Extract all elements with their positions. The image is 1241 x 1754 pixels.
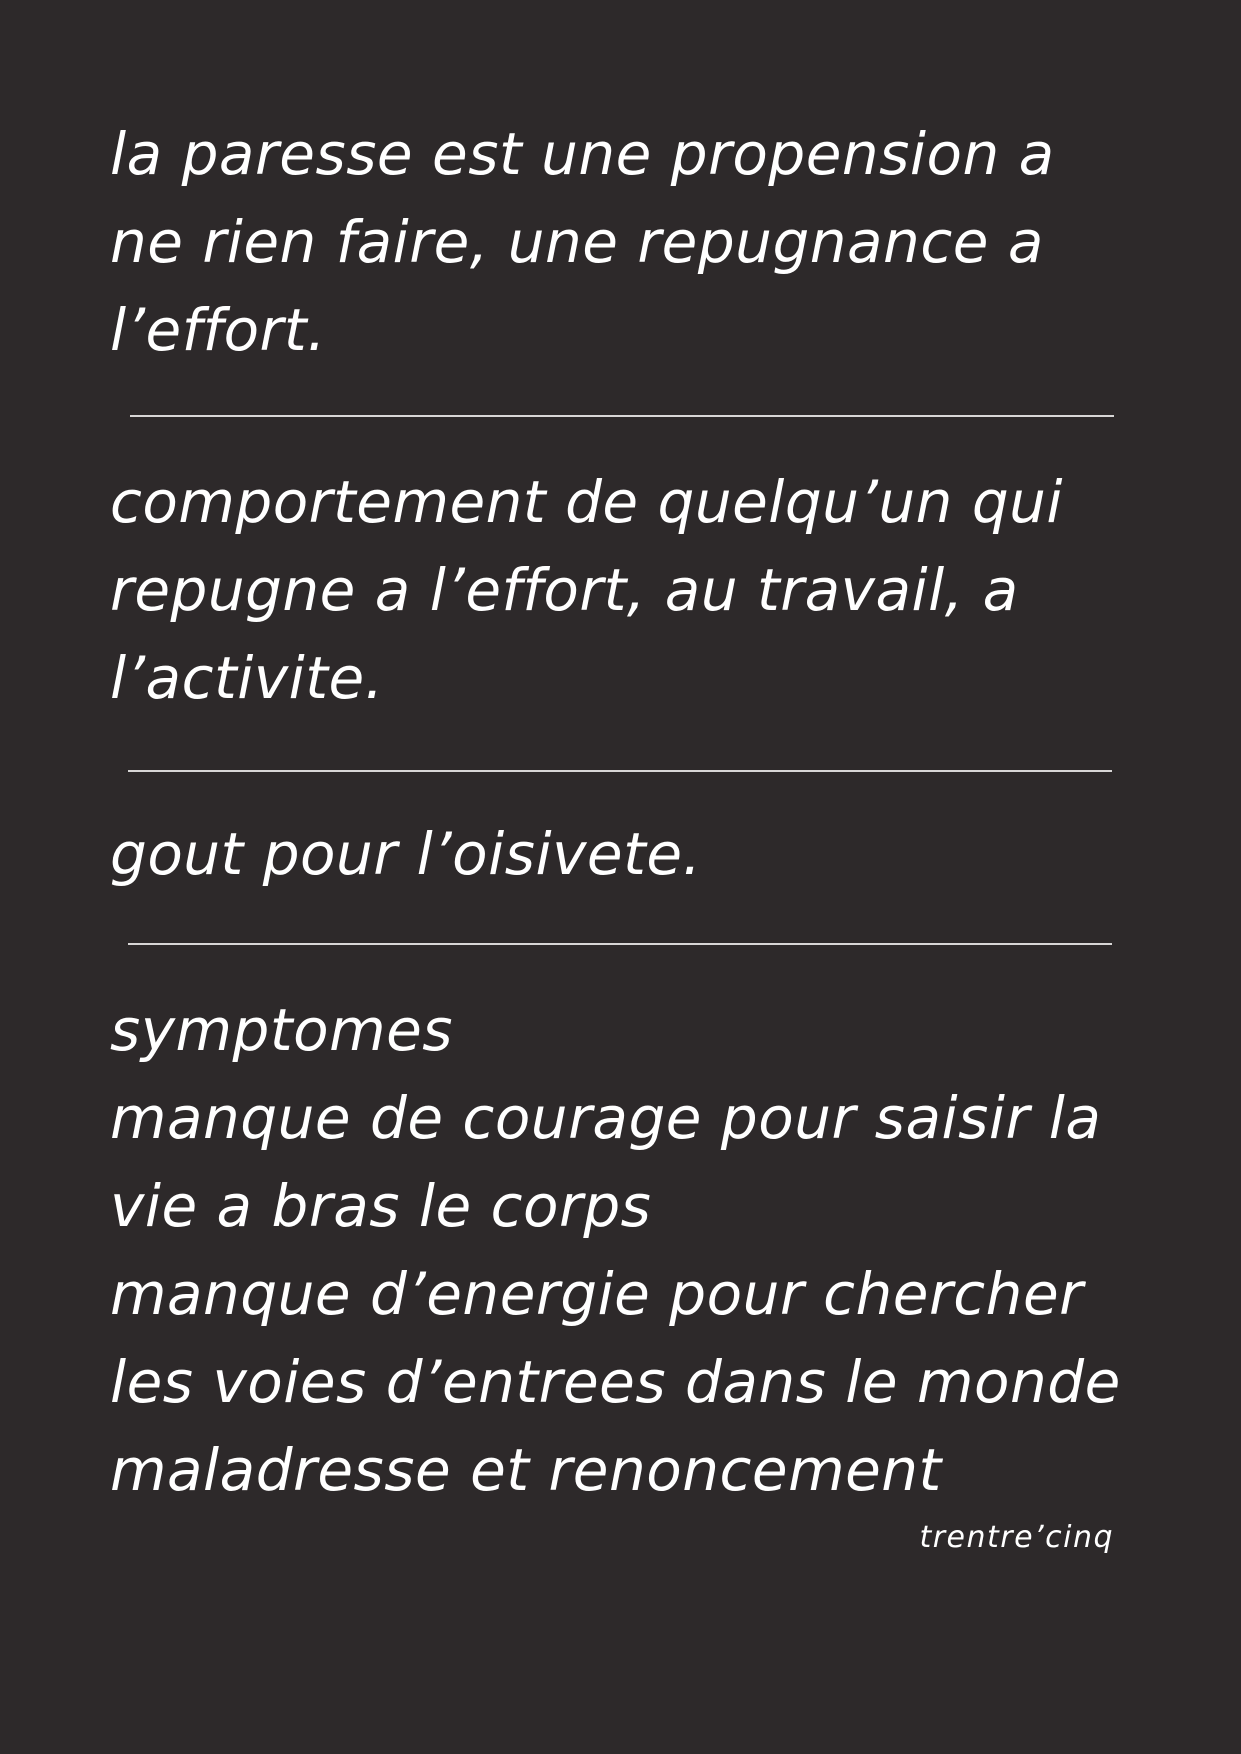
text-line: repugne a l’effort, au travail, a [110,556,1019,624]
symptoms-paragraph [110,986,1121,1514]
definition-paragraph-1 [110,110,1055,374]
text-line: manque de courage pour saisir la [110,1084,1102,1152]
definition-paragraph-3 [110,810,701,898]
definition-paragraph-2 [110,458,1063,722]
symptoms-heading: symptomes [110,996,453,1064]
text-line: vie a bras le corps [110,1172,652,1240]
divider-line-3 [128,943,1112,945]
text-line: l’activite. [110,644,384,712]
text-line: maladresse et renoncement [110,1436,942,1504]
text-line: les voies d’entrees dans le monde [110,1348,1121,1416]
text-line: la paresse est une propension a [110,120,1055,188]
text-line: gout pour l’oisivete. [110,820,702,888]
divider-line-1 [130,415,1114,417]
text-line: comportement de quelqu’un qui [110,468,1064,536]
signature: trentre’cinq [919,1520,1114,1555]
divider-line-2 [128,770,1112,772]
text-line: manque d’energie pour chercher [110,1260,1084,1328]
text-line: l’effort. [110,296,327,364]
text-line: ne rien faire, une repugnance a [110,208,1044,276]
